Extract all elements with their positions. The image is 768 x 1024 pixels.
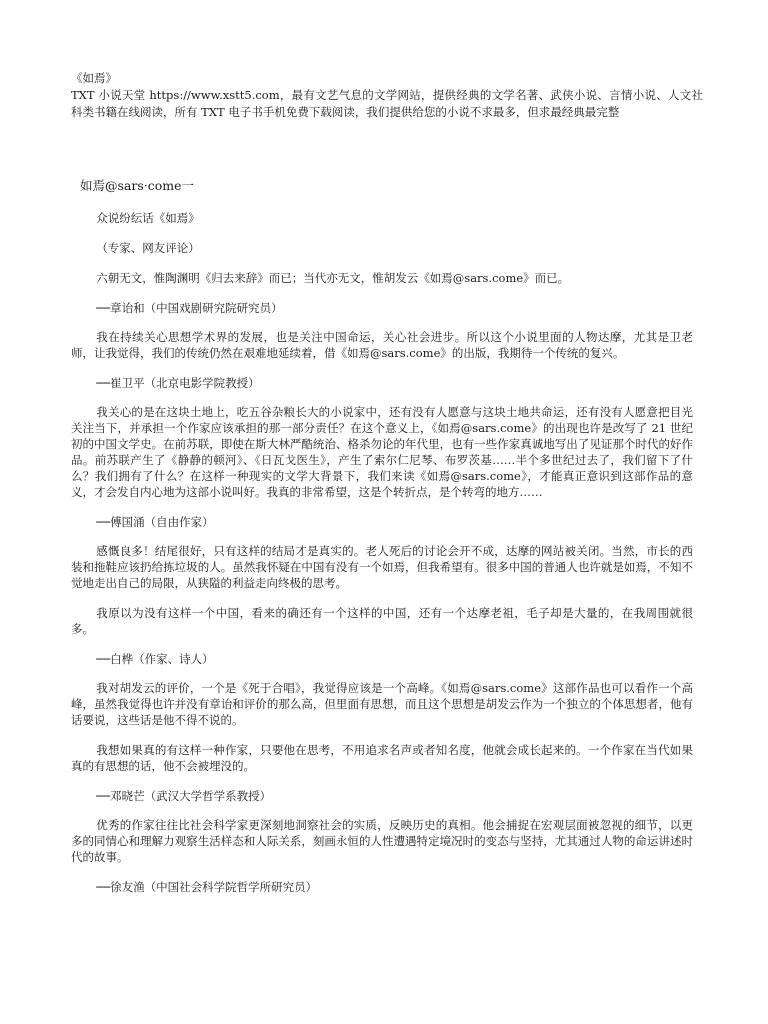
body-paragraph: 我想如果真的有这样一种作家，只要他在思考，不用追求名声或者知名度，他就会成长起来的。一个作家在当代如果真的有思想的话，他不会被埋没的。 — [71, 743, 693, 773]
body-paragraph: 我在持续关心思想学术界的发展，也是关注中国命运，关心社会进步。所以这个小说里面的人物达摩，尤其是卫老师，让我觉得，我们的传统仍然在艰难地延续着，借《如焉@sars.come》的出版，我期待一个传统的复兴。 — [71, 330, 693, 360]
body-paragraph: 六朝无文，惟陶渊明《归去来辞》而已；当代亦无文，惟胡发云《如焉@sars.come》而已。 — [96, 271, 570, 285]
body-paragraph: 优秀的作家往往比社会科学家更深刻地洞察社会的实质，反映历史的真相。他会捕捉在宏观层面被忽视的细节，以更多的同情心和理解力观察生活样态和人际关系，刻画永恒的人性遭遇特定境况时的变态与坚持，尤其通过人物的命运讲述时代的故事。 — [71, 818, 693, 864]
site-intro: TXT 小说天堂 https://www.xstt5.com，最有文艺气息的文学网站，提供经典的文学名著、武侠小说、言情小说、人文社科类书籍在线阅读，所有 TXT 电子书手机免费下载阅读，我们提供给您的小说不求最多，但求最经典最完整 — [71, 88, 703, 119]
body-paragraph: 我原以为没有这样一个中国，看来的确还有一个这样的中国，还有一个达摩老祖，毛子却是大量的，在我周围就很多。 — [71, 606, 693, 636]
book-title: 《如焉》 — [71, 71, 117, 85]
body-paragraph: （专家、网友评论） — [96, 241, 200, 255]
attribution-line: ──徐友渔（中国社会科学院哲学所研究员） — [96, 880, 318, 894]
document-body — [71, 176, 693, 908]
body-paragraph: 感慨良多！结尾很好，只有这样的结局才是真实的。老人死后的讨论会开不成，达摩的网站被关闭。当然，市长的西装和拖鞋应该扔给拣垃圾的人。虽然我怀疑在中国有没有一个如焉，但我希望有。很多中国的普通人也许就是如焉，不知不觉地走出自己的局限，从狭隘的利益走向终极的思考。 — [71, 544, 693, 590]
attribution-line: ──崔卫平（北京电影学院教授） — [96, 376, 260, 390]
body-paragraph: 众说纷纭话《如焉》 — [96, 211, 200, 225]
chapter-title: 如焉@sars·come一 — [80, 178, 195, 193]
body-paragraph: 我关心的是在这块土地上，吃五谷杂粮长大的小说家中，还有没有人愿意与这块土地共命运，还有没有人愿意把目光关注当下，并承担一个作家应该承担的那一部分责任？在这个意义上，《如焉@sars.come》的出现也许是改写了 21 世纪初的中国文学史。在前苏联，即使在斯大林严酷统治、格杀勿论的年代里，也有一些作家真诚地写出了见证那个时代的好作品。前苏联产生了《静静的顿河》、《日瓦戈医生》，产生了索尔仁尼琴、布罗茨基……半个多世纪过去了，我们留下了什么？我们拥有了什么？在这样一种现实的文学大背景下，我们来读《如焉@sars.come》，才能真正意识到这部作品的意义，才会发自内心地为这部小说叫好。我真的非常希望，这是个转折点，是个转弯的地方…… — [71, 405, 693, 499]
attribution-line: ──傅国涌（自由作家） — [96, 515, 214, 529]
document-header — [71, 70, 703, 121]
body-paragraph: 我对胡发云的评价，一个是《死于合唱》，我觉得应该是一个高峰。《如焉@sars.come》这部作品也可以看作一个高峰，虽然我觉得也许并没有章诒和评价的那么高，但里面有思想，而且这个思想是胡发云作为一个独立的个体思想者，他有话要说，这些话是他不得不说的。 — [71, 681, 693, 727]
attribution-line: ──白桦（作家、诗人） — [96, 652, 214, 666]
attribution-line: ──章诒和（中国戏剧研究院研究员） — [96, 301, 283, 315]
attribution-line: ──邓晓芒（武汉大学哲学系教授） — [96, 789, 272, 803]
